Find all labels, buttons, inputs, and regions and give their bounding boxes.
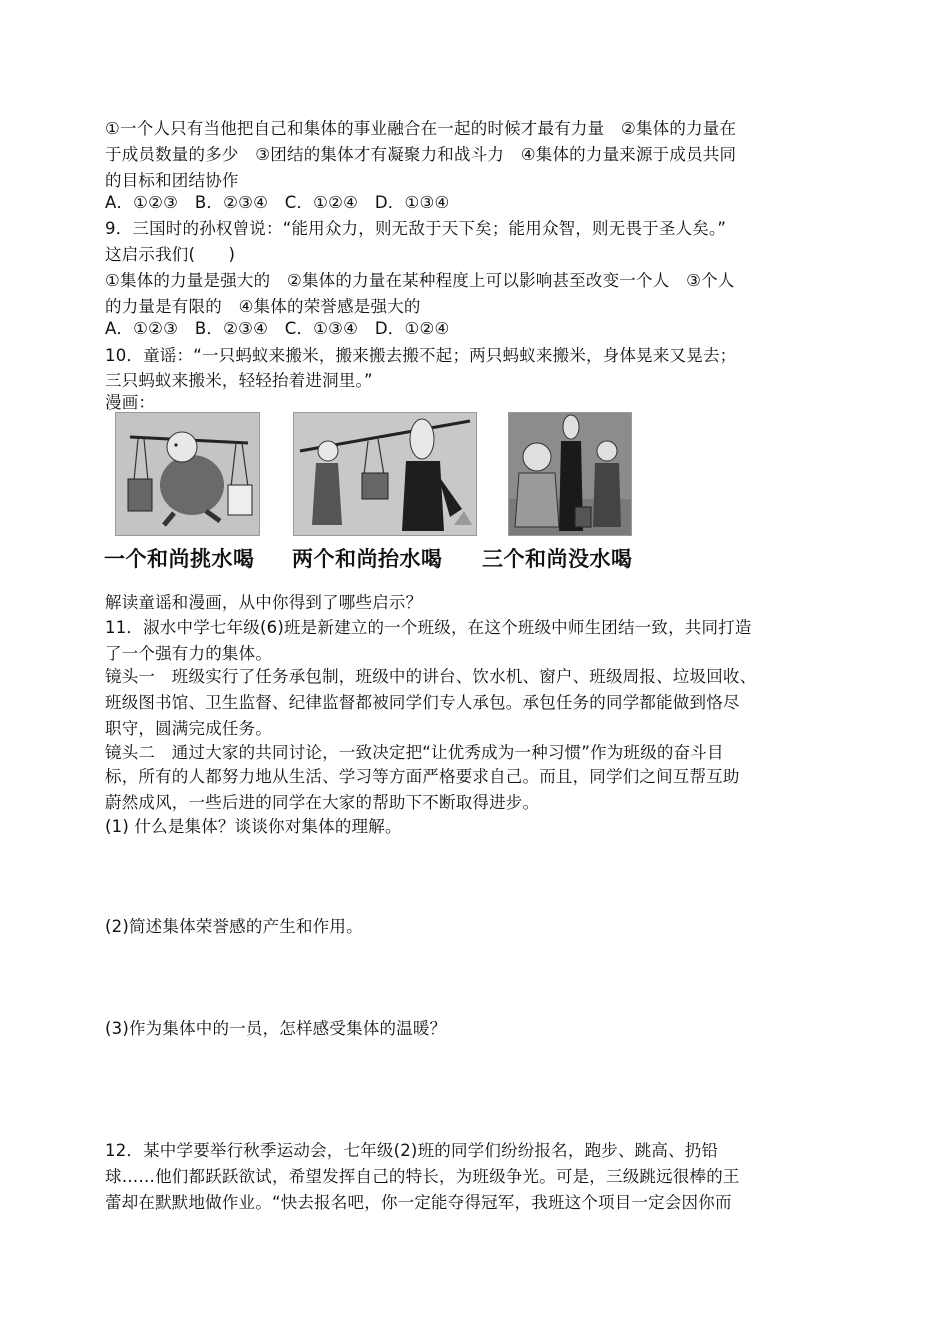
text-line: 蕾却在默默地做作业。“快去报名吧，你一定能夺得冠军，我班这个项目一定会因你而 [105,1193,732,1212]
comic-panel-two-monks [293,412,477,536]
text-line: 职守，圆满完成任务。 [105,719,272,738]
text-line: 这启示我们( ) [105,245,236,264]
comic-caption-three: 三个和尚没水喝 [482,547,633,571]
question-3: (3)作为集体中的一员，怎样感受集体的温暖？ [105,1019,447,1038]
question-1: (1) 什么是集体？谈谈你对集体的理解。 [105,817,402,836]
text-line: 蔚然成风，一些后进的同学在大家的帮助下不断取得进步。 [105,793,540,812]
comic-panel-three-monks [508,412,632,536]
text-line: 的力量是有限的 ④集体的荣誉感是强大的 [105,297,421,316]
text-line: A．①②③ B．②③④ C．①③④ D．①②④ [105,319,450,338]
text-line: A．①②③ B．②③④ C．①②④ D．①③④ [105,193,450,212]
text-line: 三只蚂蚁来搬米，轻轻抬着进洞里。” [105,371,373,390]
text-line: 10．童谣：“一只蚂蚁来搬米，搬来搬去搬不起；两只蚂蚁来搬米，身体晃来又晃去； [105,346,737,365]
comic-caption-two: 两个和尚抬水喝 [292,547,443,571]
text-line: 镜头一 班级实行了任务承包制，班级中的讲台、饮水机、窗户、班级周报、垃圾回收、 [105,667,757,686]
text-line: 11．淑水中学七年级(6)班是新建立的一个班级，在这个班级中师生团结一致，共同打造 [105,618,752,637]
text-line: 标，所有的人都努力地从生活、学习等方面严格要求自己。而且，同学们之间互帮互助 [105,767,740,786]
one-monk-illustration [116,413,259,535]
question-2: (2)简述集体荣誉感的产生和作用。 [105,917,363,936]
two-monks-illustration [294,413,476,535]
text-line: 于成员数量的多少 ③团结的集体才有凝聚力和战斗力 ④集体的力量来源于成员共同 [105,145,737,164]
three-monks-illustration [509,413,631,535]
text-line: 12．某中学要举行秋季运动会，七年级(2)班的同学们纷纷报名，跑步、跳高、扔铅 [105,1141,719,1160]
text-line: 解读童谣和漫画，从中你得到了哪些启示？ [105,593,423,612]
text-line: 班级图书馆、卫生监督、纪律监督都被同学们专人承包。承包任务的同学都能做到恪尽 [105,693,740,712]
comic-panel-one-monk [115,412,260,536]
text-line: 了一个强有力的集体。 [105,644,272,663]
text-line: 的目标和团结协作 [105,171,239,190]
text-line: 9．三国时的孙权曾说：“能用众力，则无敌于天下矣；能用众智，则无畏于圣人矣。” [105,219,727,238]
text-line: 镜头二 通过大家的共同讨论，一致决定把“让优秀成为一种习惯”作为班级的奋斗目 [105,743,724,762]
text-line: 球……他们都跃跃欲试，希望发挥自己的特长，为班级争光。可是，三级跳远很棒的王 [105,1167,740,1186]
comic-caption-one: 一个和尚挑水喝 [104,547,255,571]
text-line: 漫画： [105,393,156,412]
text-line: ①集体的力量是强大的 ②集体的力量在某种程度上可以影响甚至改变一个人 ③个人 [105,271,735,290]
text-line: ①一个人只有当他把自己和集体的事业融合在一起的时候才最有力量 ②集体的力量在 [105,119,737,138]
